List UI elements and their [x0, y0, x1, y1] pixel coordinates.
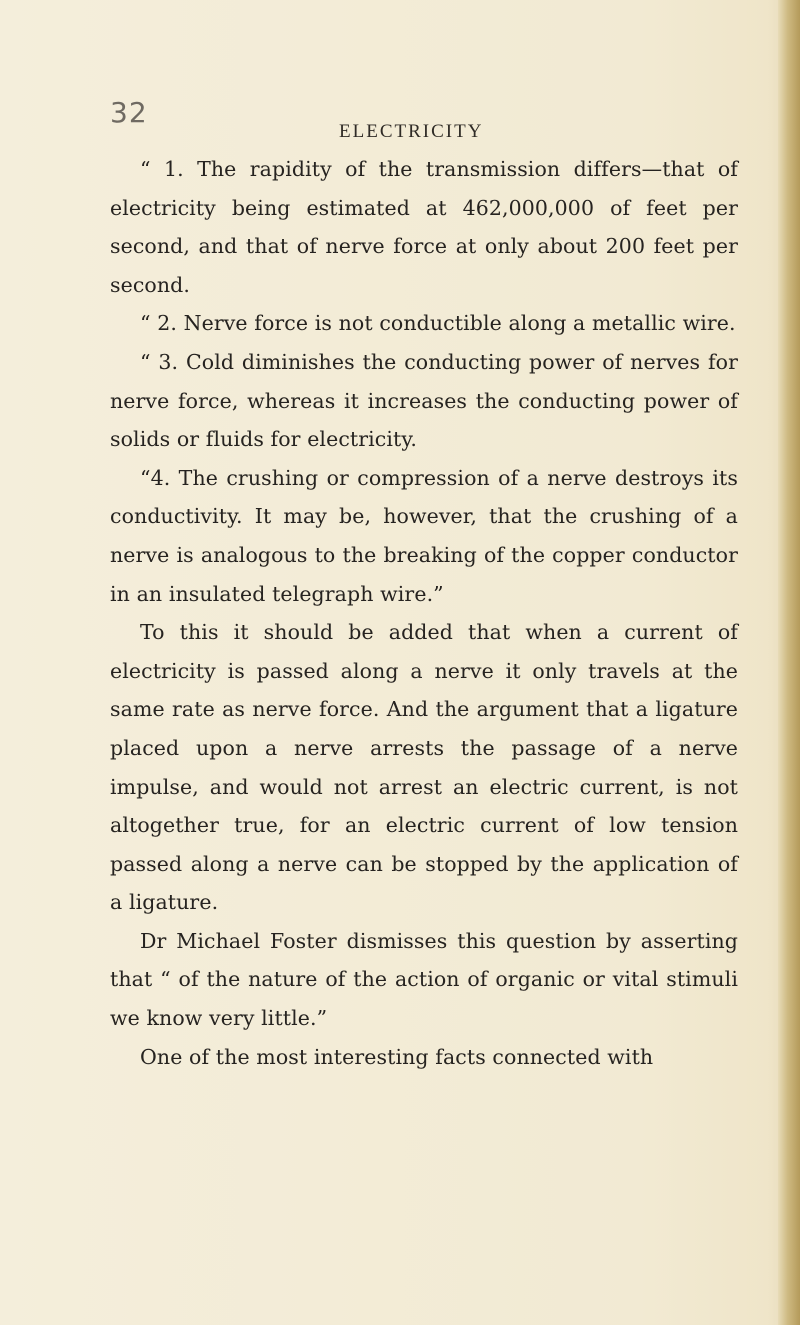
body-text — [110, 150, 738, 1076]
paragraph-foster: Dr Michael Foster dismisses this question by asserting that “ of the nature of the action of organic or vital stimuli we know very little.” — [110, 928, 738, 1031]
page-edge — [778, 0, 800, 1325]
page-number: 32 — [110, 96, 148, 129]
paragraph-point-3: “ 3. Cold diminishes the conducting power of nerves for nerve force, whereas it increases the conducting power of solids or fluids for electricity. — [110, 349, 738, 452]
paragraph-current-note: To this it should be added that when a current of electricity is passed along a nerve it only travels at the same rate as nerve force. And the argument that a ligature placed upon a nerve arrests the passage of a nerve impulse, and would not arrest an electric current, is not altogether true, for an electric current of low tension passed along a nerve can be stopped by the application of a ligature. — [110, 620, 738, 915]
paragraph-point-1: “ 1. The rapidity of the transmission differs—that of electricity being estimated at 462,000,000 of feet per second, and that of nerve force at only about 200 feet per second. — [110, 157, 738, 297]
paragraph-point-2: “ 2. Nerve force is not conductible along a metallic wire. — [140, 311, 736, 336]
paragraph-point-4: “4. The crushing or compression of a nerve destroys its conductivity. It may be, however, that the crushing of a nerve is analogous to the breaking of the copper conductor in an insulated telegraph wire.” — [110, 465, 738, 606]
paragraph-continuation: One of the most interesting facts connected with — [140, 1044, 654, 1069]
running-head: ELECTRICITY — [339, 121, 484, 142]
